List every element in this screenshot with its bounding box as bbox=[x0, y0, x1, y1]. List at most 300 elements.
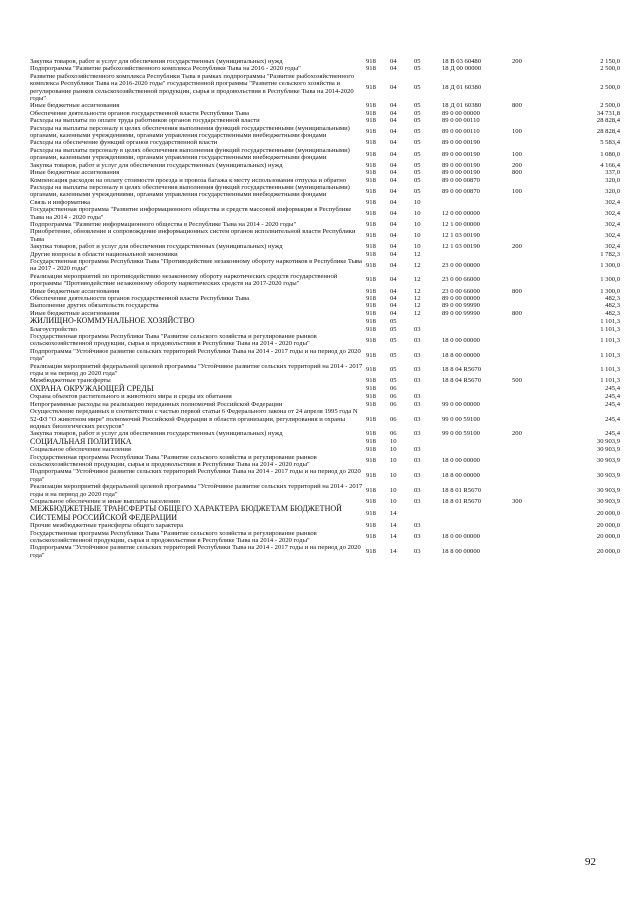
row-description: Иные бюджетные ассигнования bbox=[30, 169, 120, 177]
row-description: Подпрограмма "Устойчивое развитие сельских территорий Республики Тыва на 2014 - 2017 годы и на период до 2020 года" bbox=[30, 544, 361, 559]
table-row bbox=[30, 206, 620, 221]
row-description: Обеспечение деятельности органов государственной власти Республики Тыва bbox=[30, 109, 250, 117]
row-subsection-code: 05 bbox=[414, 109, 421, 117]
table-row bbox=[30, 522, 620, 529]
table-row bbox=[30, 117, 620, 124]
row-expense-type bbox=[512, 522, 552, 529]
row-description: Подпрограмма "Развитие информационного общества в Республике Тыва на 2014 - 2020 годы" bbox=[30, 220, 297, 228]
row-target-article: 18 Д 00 00000 bbox=[442, 65, 482, 73]
row-description: Реализация мероприятий по противодействию незаконному обороту наркотических средств государственной программы "Противодействие незаконному обороту наркотических средств на 2017-2020 годы" bbox=[30, 272, 338, 288]
row-subsection-code: 10 bbox=[414, 243, 421, 251]
table-row bbox=[30, 530, 620, 545]
row-amount: 1 101,3 bbox=[600, 366, 620, 374]
row-department-code: 918 bbox=[366, 150, 376, 158]
row-amount: 1 080,0 bbox=[600, 150, 620, 158]
row-subsection-code: 03 bbox=[414, 522, 421, 530]
row-amount: 5 583,4 bbox=[600, 139, 620, 147]
row-target-article: 23 0 00 66000 bbox=[442, 287, 480, 295]
table-row bbox=[30, 385, 620, 393]
row-amount: 302,4 bbox=[605, 209, 620, 217]
row-subsection-code: 03 bbox=[414, 430, 421, 438]
row-description: Иные бюджетные ассигнования bbox=[30, 309, 120, 317]
row-amount: 30 903,9 bbox=[596, 486, 620, 494]
table-row bbox=[30, 221, 620, 228]
row-department-code: 918 bbox=[366, 209, 376, 217]
row-target-article: 89 0 00 99990 bbox=[442, 302, 480, 310]
row-description: Связь и информатика bbox=[30, 198, 91, 206]
row-subsection-code: 03 bbox=[414, 548, 421, 556]
row-amount: 1 101,3 bbox=[600, 351, 620, 359]
row-department-code: 918 bbox=[366, 472, 376, 480]
row-department-code: 918 bbox=[366, 317, 376, 325]
row-amount: 1 101,3 bbox=[600, 317, 620, 325]
row-expense-type bbox=[512, 177, 552, 184]
row-amount: 245,4 bbox=[605, 415, 620, 423]
table-row bbox=[30, 446, 620, 453]
row-target-article: 23 0 00 00000 bbox=[442, 261, 480, 269]
budget-table-body bbox=[30, 58, 620, 559]
row-description: Расходы на выплаты персоналу в целях обеспечения выполнения функций государственными (муниципальными) органами, казенными учреждениями, органами управления государственными внебюджетными фондами bbox=[30, 146, 350, 162]
row-description: Обеспечение деятельности органов государственной власти Республики Тыва bbox=[30, 295, 250, 302]
row-department-code: 918 bbox=[366, 497, 376, 505]
table-row bbox=[30, 177, 620, 184]
row-subsection-code: 03 bbox=[414, 377, 421, 385]
row-description: Государственная программа Республики Тыва "Развитие сельского хозяйства и регулирование рынков сельскохозяйственной продукции, сырья и продовольствия в Республике Тыва на 2014 - 2020 годы" bbox=[30, 529, 317, 544]
row-subsection-code bbox=[414, 317, 442, 325]
row-expense-type bbox=[512, 273, 552, 288]
row-section-code: 10 bbox=[390, 497, 397, 505]
row-section-code: 04 bbox=[390, 109, 397, 117]
row-target-article: 89 0 00 99990 bbox=[442, 309, 480, 317]
row-subsection-code: 12 bbox=[414, 261, 421, 269]
row-section-code: 05 bbox=[390, 336, 397, 344]
row-section-code: 04 bbox=[390, 176, 397, 184]
row-amount: 28 828,4 bbox=[596, 117, 620, 125]
row-subsection-code: 05 bbox=[414, 139, 421, 147]
row-amount: 30 903,9 bbox=[596, 457, 620, 465]
row-expense-type: 300 bbox=[512, 497, 522, 505]
row-expense-type: 200 bbox=[512, 243, 522, 251]
row-target-article bbox=[442, 385, 512, 393]
row-section-code: 04 bbox=[390, 243, 397, 251]
row-target-article bbox=[442, 446, 512, 453]
table-row bbox=[30, 162, 620, 169]
row-department-code: 918 bbox=[366, 176, 376, 184]
row-expense-type bbox=[512, 110, 552, 117]
row-amount: 28 828,4 bbox=[596, 128, 620, 136]
row-subsection-code: 03 bbox=[414, 415, 421, 423]
row-expense-type bbox=[512, 295, 552, 302]
row-section-code: 04 bbox=[390, 128, 397, 136]
row-description: Приобретение, обновление и сопровождение информационных систем органов исполнительной власти Республики Тыва bbox=[30, 228, 356, 243]
table-row bbox=[30, 401, 620, 408]
row-description: Реализация мероприятий федеральной целевой программы "Устойчивое развитие сельских территорий на 2014 - 2017 годы и на период до 2020 года" bbox=[30, 483, 363, 498]
row-target-article: 18 8 04 R5670 bbox=[442, 366, 482, 374]
row-target-article: 99 0 00 59100 bbox=[442, 430, 480, 438]
row-section-code: 04 bbox=[390, 117, 397, 125]
row-department-code: 918 bbox=[366, 377, 376, 385]
row-department-code: 918 bbox=[366, 295, 376, 302]
row-target-article: 18 0 00 00000 bbox=[442, 533, 480, 541]
row-department-code: 918 bbox=[366, 109, 376, 117]
row-description: Закупка товаров, работ и услуг для обеспечения государственных (муниципальных) нужд bbox=[30, 161, 283, 169]
row-expense-type bbox=[512, 544, 552, 559]
row-description: Развитие рыбохозяйственного комплекса Республики Тыва в рамках подпрограммы "Развитие рыбохозяйственного комплекса Республики Тыва на 2016-2020 годы" государственной программы "Развитие сельского хозяйства и регулирование рынков сельскохозяйственной продукции, сырья и продовольствия в Республике Тыва на 2014-2020 годы" bbox=[30, 72, 355, 103]
row-amount: 30 903,9 bbox=[596, 472, 620, 480]
row-section-code: 04 bbox=[390, 295, 397, 302]
table-row bbox=[30, 243, 620, 250]
row-section-code: 04 bbox=[390, 276, 397, 284]
row-expense-type: 500 bbox=[512, 377, 522, 385]
table-row bbox=[30, 454, 620, 469]
row-target-article: 18 В 03 60480 bbox=[442, 58, 482, 65]
row-amount: 302,4 bbox=[605, 198, 620, 206]
table-row bbox=[30, 184, 620, 199]
row-department-code: 918 bbox=[366, 457, 376, 465]
table-row bbox=[30, 199, 620, 206]
row-department-code: 918 bbox=[366, 102, 376, 110]
row-subsection-code: 12 bbox=[414, 295, 421, 302]
row-description: ЖИЛИЩНО-КОММУНАЛЬНОЕ ХОЗЯЙСТВО bbox=[30, 316, 195, 326]
row-section-code: 04 bbox=[390, 309, 397, 317]
row-expense-type: 800 bbox=[512, 309, 522, 317]
row-expense-type bbox=[512, 446, 552, 453]
table-row bbox=[30, 302, 620, 309]
row-amount: 2 500,0 bbox=[600, 65, 620, 73]
row-expense-type bbox=[512, 385, 552, 393]
row-target-article: 18 Д 01 60380 bbox=[442, 102, 482, 110]
row-description: Благоустройство bbox=[30, 325, 77, 333]
row-department-code: 918 bbox=[366, 220, 376, 228]
row-subsection-code: 05 bbox=[414, 176, 421, 184]
row-expense-type bbox=[512, 251, 552, 258]
row-amount: 1 300,0 bbox=[600, 287, 620, 295]
row-section-code: 10 bbox=[390, 446, 397, 454]
row-description: Другие вопросы в области национальной экономики bbox=[30, 250, 178, 258]
row-subsection-code: 12 bbox=[414, 302, 421, 310]
row-target-article bbox=[442, 251, 512, 258]
row-amount: 2 500,0 bbox=[600, 102, 620, 110]
row-target-article bbox=[442, 393, 512, 400]
row-department-code: 918 bbox=[366, 302, 376, 310]
row-description: Расходы на выплаты персоналу в целях обеспечения выполнения функций государственными (муниципальными) органами, казенными учреждениями, органами управления государственными внебюджетными фондами bbox=[30, 124, 350, 140]
row-subsection-code: 05 bbox=[414, 102, 421, 110]
row-target-article bbox=[442, 522, 512, 529]
row-subsection-code: 03 bbox=[414, 393, 421, 401]
row-expense-type bbox=[512, 408, 552, 430]
row-target-article: 99 0 00 00000 bbox=[442, 400, 480, 408]
row-section-code: 05 bbox=[390, 317, 397, 325]
row-amount: 1 101,3 bbox=[600, 336, 620, 344]
row-target-article: 89 0 00 00110 bbox=[442, 128, 480, 136]
row-expense-type bbox=[512, 454, 552, 469]
row-target-article: 89 0 00 00190 bbox=[442, 169, 480, 177]
row-target-article bbox=[442, 505, 512, 522]
row-expense-type bbox=[512, 348, 552, 363]
row-section-code: 04 bbox=[390, 209, 397, 217]
row-target-article: 12 1 03 00190 bbox=[442, 243, 480, 251]
row-subsection-code bbox=[414, 385, 442, 393]
row-section-code: 06 bbox=[390, 430, 397, 438]
row-amount: 245,4 bbox=[605, 430, 620, 438]
row-expense-type bbox=[512, 468, 552, 483]
row-section-code: 04 bbox=[390, 65, 397, 73]
row-description: Закупка товаров, работ и услуг для обеспечения государственных (муниципальных) нужд bbox=[30, 430, 283, 438]
row-expense-type bbox=[512, 505, 552, 522]
row-department-code: 918 bbox=[366, 243, 376, 251]
row-section-code: 04 bbox=[390, 83, 397, 91]
row-amount: 34 731,8 bbox=[596, 109, 620, 117]
row-expense-type bbox=[512, 117, 552, 124]
row-target-article: 89 0 00 00190 bbox=[442, 161, 480, 169]
row-subsection-code: 05 bbox=[414, 169, 421, 177]
row-amount: 320,0 bbox=[605, 176, 620, 184]
row-department-code: 918 bbox=[366, 187, 376, 195]
row-section-code: 04 bbox=[390, 250, 397, 258]
row-expense-type bbox=[512, 199, 552, 206]
row-target-article bbox=[442, 326, 512, 333]
row-target-article: 12 1 03 00190 bbox=[442, 232, 480, 240]
row-department-code: 918 bbox=[366, 139, 376, 147]
table-row bbox=[30, 147, 620, 162]
row-expense-type: 800 bbox=[512, 287, 522, 295]
row-department-code: 918 bbox=[366, 430, 376, 438]
row-target-article: 18 8 04 R5670 bbox=[442, 377, 482, 385]
row-department-code: 918 bbox=[366, 276, 376, 284]
row-expense-type: 800 bbox=[512, 102, 522, 110]
row-section-code: 04 bbox=[390, 161, 397, 169]
row-description: Компенсация расходов на оплату стоимости проезда и провоза багажа к месту использования отпуска и обратно bbox=[30, 176, 347, 184]
row-subsection-code: 03 bbox=[414, 446, 421, 454]
table-row bbox=[30, 251, 620, 258]
row-subsection-code: 12 bbox=[414, 309, 421, 317]
row-amount: 245,4 bbox=[605, 393, 620, 401]
row-amount: 302,4 bbox=[605, 232, 620, 240]
row-department-code: 918 bbox=[366, 309, 376, 317]
row-department-code: 918 bbox=[366, 261, 376, 269]
row-expense-type bbox=[512, 65, 552, 72]
row-section-code: 04 bbox=[390, 150, 397, 158]
row-subsection-code: 05 bbox=[414, 128, 421, 136]
row-subsection-code: 05 bbox=[414, 58, 421, 65]
row-section-code: 06 bbox=[390, 415, 397, 423]
row-section-code: 10 bbox=[390, 438, 397, 446]
row-subsection-code: 03 bbox=[414, 472, 421, 480]
row-description: Подпрограмма "Развитие рыбохозяйственного комплекса Республики Тыва на 2016 - 2020 годы" bbox=[30, 65, 301, 73]
row-amount: 20 000,0 bbox=[596, 510, 620, 518]
row-section-code: 04 bbox=[390, 232, 397, 240]
row-description: Социальное обеспечение населения bbox=[30, 446, 131, 454]
row-section-code: 10 bbox=[390, 472, 397, 480]
row-expense-type: 100 bbox=[512, 150, 522, 158]
row-department-code: 918 bbox=[366, 510, 376, 518]
row-target-article: 18 8 00 00000 bbox=[442, 351, 480, 359]
row-amount: 245,4 bbox=[605, 400, 620, 408]
row-expense-type bbox=[512, 326, 552, 333]
row-expense-type bbox=[512, 221, 552, 228]
row-amount: 482,3 bbox=[605, 295, 620, 302]
row-department-code: 918 bbox=[366, 65, 376, 73]
row-department-code: 918 bbox=[366, 415, 376, 423]
row-section-code: 05 bbox=[390, 366, 397, 374]
row-amount: 245,4 bbox=[605, 385, 620, 393]
row-department-code: 918 bbox=[366, 522, 376, 530]
row-target-article bbox=[442, 317, 512, 325]
row-amount: 1 101,3 bbox=[600, 325, 620, 333]
row-expense-type bbox=[512, 139, 552, 146]
row-department-code: 918 bbox=[366, 385, 376, 393]
row-expense-type bbox=[512, 333, 552, 348]
row-target-article: 23 0 00 66000 bbox=[442, 276, 480, 284]
row-target-article: 18 0 00 00000 bbox=[442, 457, 480, 465]
row-subsection-code: 10 bbox=[414, 220, 421, 228]
row-amount: 2 500,0 bbox=[600, 83, 620, 91]
row-amount: 4 166,4 bbox=[600, 161, 620, 169]
row-department-code: 918 bbox=[366, 287, 376, 295]
row-expense-type bbox=[512, 363, 552, 378]
row-subsection-code: 03 bbox=[414, 351, 421, 359]
row-subsection-code: 05 bbox=[414, 65, 421, 73]
row-section-code: 14 bbox=[390, 522, 397, 530]
row-department-code: 918 bbox=[366, 486, 376, 494]
row-amount: 1 300,0 bbox=[600, 261, 620, 269]
table-row bbox=[30, 125, 620, 140]
row-description: Государственная программа "Развитие информационного общества и средств массовой информации в Республике Тыва на 2014 - 2020 годы" bbox=[30, 206, 352, 221]
row-department-code: 918 bbox=[366, 58, 376, 65]
row-amount: 302,4 bbox=[605, 243, 620, 251]
row-department-code: 918 bbox=[366, 250, 376, 258]
row-target-article: 18 8 00 00000 bbox=[442, 472, 480, 480]
row-amount: 30 903,9 bbox=[596, 446, 620, 454]
row-expense-type bbox=[512, 393, 552, 400]
row-target-article: 89 0 00 00110 bbox=[442, 117, 480, 125]
row-description: Расходы на выплаты персоналу в целях обеспечения выполнения функций государственными (муниципальными) органами, казенными учреждениями, органами управления государственными внебюджетными фондами bbox=[30, 183, 350, 199]
table-row bbox=[30, 169, 620, 176]
row-subsection-code: 03 bbox=[414, 336, 421, 344]
row-department-code: 918 bbox=[366, 533, 376, 541]
row-section-code: 05 bbox=[390, 325, 397, 333]
table-row bbox=[30, 139, 620, 146]
row-section-code: 04 bbox=[390, 198, 397, 206]
row-section-code: 14 bbox=[390, 533, 397, 541]
row-description: Межбюджетные трансферты bbox=[30, 377, 111, 385]
table-row bbox=[30, 408, 620, 430]
table-row bbox=[30, 110, 620, 117]
table-row bbox=[30, 228, 620, 243]
row-description: Государственная программа Республики Тыва "Противодействие незаконному обороту наркотиков в Республике Тыва на 2017 - 2020 годы" bbox=[30, 257, 362, 273]
row-amount: 20 000,0 bbox=[596, 522, 620, 530]
row-department-code: 918 bbox=[366, 83, 376, 91]
row-amount: 482,3 bbox=[605, 302, 620, 310]
row-section-code: 04 bbox=[390, 169, 397, 177]
row-expense-type bbox=[512, 317, 552, 325]
row-description: Осуществление переданных в соответствии с частью первой статьи 6 Федерального закона от 24 апреля 1995 года N 52-ФЗ "О животном мире" полномочий Российской Федерации в области организации, регулирования и охраны водных биологических ресурсов" bbox=[30, 408, 358, 430]
row-target-article: 89 0 00 00000 bbox=[442, 109, 480, 117]
row-target-article bbox=[442, 199, 512, 206]
row-description: Закупка товаров, работ и услуг для обеспечения государственных (муниципальных) нужд bbox=[30, 58, 283, 65]
row-department-code: 918 bbox=[366, 232, 376, 240]
row-expense-type bbox=[512, 258, 552, 273]
row-description: Иные бюджетные ассигнования bbox=[30, 102, 120, 110]
row-subsection-code: 03 bbox=[414, 457, 421, 465]
row-subsection-code: 05 bbox=[414, 161, 421, 169]
row-target-article: 89 0 00 00190 bbox=[442, 139, 480, 147]
table-row bbox=[30, 505, 620, 522]
row-target-article: 89 0 00 00870 bbox=[442, 176, 480, 184]
row-subsection-code: 05 bbox=[414, 117, 421, 125]
row-department-code: 918 bbox=[366, 351, 376, 359]
row-subsection-code: 03 bbox=[414, 486, 421, 494]
row-target-article: 18 8 00 00000 bbox=[442, 548, 480, 556]
row-section-code: 10 bbox=[390, 486, 397, 494]
row-subsection-code: 03 bbox=[414, 366, 421, 374]
row-section-code: 05 bbox=[390, 377, 397, 385]
row-subsection-code bbox=[414, 438, 442, 446]
table-row bbox=[30, 544, 620, 559]
table-row bbox=[30, 295, 620, 302]
row-expense-type bbox=[512, 206, 552, 221]
table-row bbox=[30, 58, 620, 65]
table-row bbox=[30, 438, 620, 446]
row-expense-type: 100 bbox=[512, 128, 522, 136]
table-row bbox=[30, 258, 620, 273]
table-row bbox=[30, 288, 620, 295]
row-target-article: 89 0 00 00000 bbox=[442, 295, 480, 302]
row-target-article: 12 0 00 00000 bbox=[442, 209, 480, 217]
row-subsection-code: 12 bbox=[414, 276, 421, 284]
row-expense-type bbox=[512, 401, 552, 408]
row-description: Социальное обеспечение и иные выплаты населению bbox=[30, 497, 181, 505]
table-row bbox=[30, 326, 620, 333]
row-section-code: 14 bbox=[390, 548, 397, 556]
row-description: Подпрограмма "Устойчивое развитие сельских территорий Республики Тыва на 2014 - 2017 годы и на период до 2020 года" bbox=[30, 468, 361, 483]
table-row bbox=[30, 333, 620, 348]
row-description: Закупка товаров, работ и услуг для обеспечения государственных (муниципальных) нужд bbox=[30, 243, 283, 251]
table-row bbox=[30, 73, 620, 103]
row-department-code: 918 bbox=[366, 117, 376, 125]
row-expense-type bbox=[512, 73, 552, 103]
row-subsection-code: 10 bbox=[414, 209, 421, 217]
row-description: СОЦИАЛЬНАЯ ПОЛИТИКА bbox=[30, 436, 132, 446]
row-expense-type bbox=[512, 483, 552, 498]
row-department-code: 918 bbox=[366, 325, 376, 333]
row-subsection-code: 03 bbox=[414, 533, 421, 541]
row-section-code: 06 bbox=[390, 400, 397, 408]
row-description: Выполнение других обязательств государства bbox=[30, 302, 159, 310]
row-description: Расходы на выплаты по оплате труда работников органов государственной власти bbox=[30, 117, 260, 125]
row-subsection-code: 12 bbox=[414, 287, 421, 295]
table-row bbox=[30, 393, 620, 400]
row-section-code: 06 bbox=[390, 393, 397, 401]
table-row bbox=[30, 348, 620, 363]
row-department-code: 918 bbox=[366, 438, 376, 446]
row-department-code: 918 bbox=[366, 169, 376, 177]
row-subsection-code: 05 bbox=[414, 83, 421, 91]
row-subsection-code: 05 bbox=[414, 150, 421, 158]
row-section-code: 04 bbox=[390, 287, 397, 295]
row-department-code: 918 bbox=[366, 548, 376, 556]
row-expense-type bbox=[512, 228, 552, 243]
row-section-code: 10 bbox=[390, 457, 397, 465]
row-section-code: 04 bbox=[390, 102, 397, 110]
row-target-article: 18 8 01 R5670 bbox=[442, 486, 482, 494]
row-subsection-code: 03 bbox=[414, 325, 421, 333]
row-amount: 1 101,3 bbox=[600, 377, 620, 385]
row-expense-type bbox=[512, 530, 552, 545]
table-row bbox=[30, 317, 620, 325]
row-amount: 20 000,0 bbox=[596, 533, 620, 541]
budget-table bbox=[30, 58, 620, 559]
